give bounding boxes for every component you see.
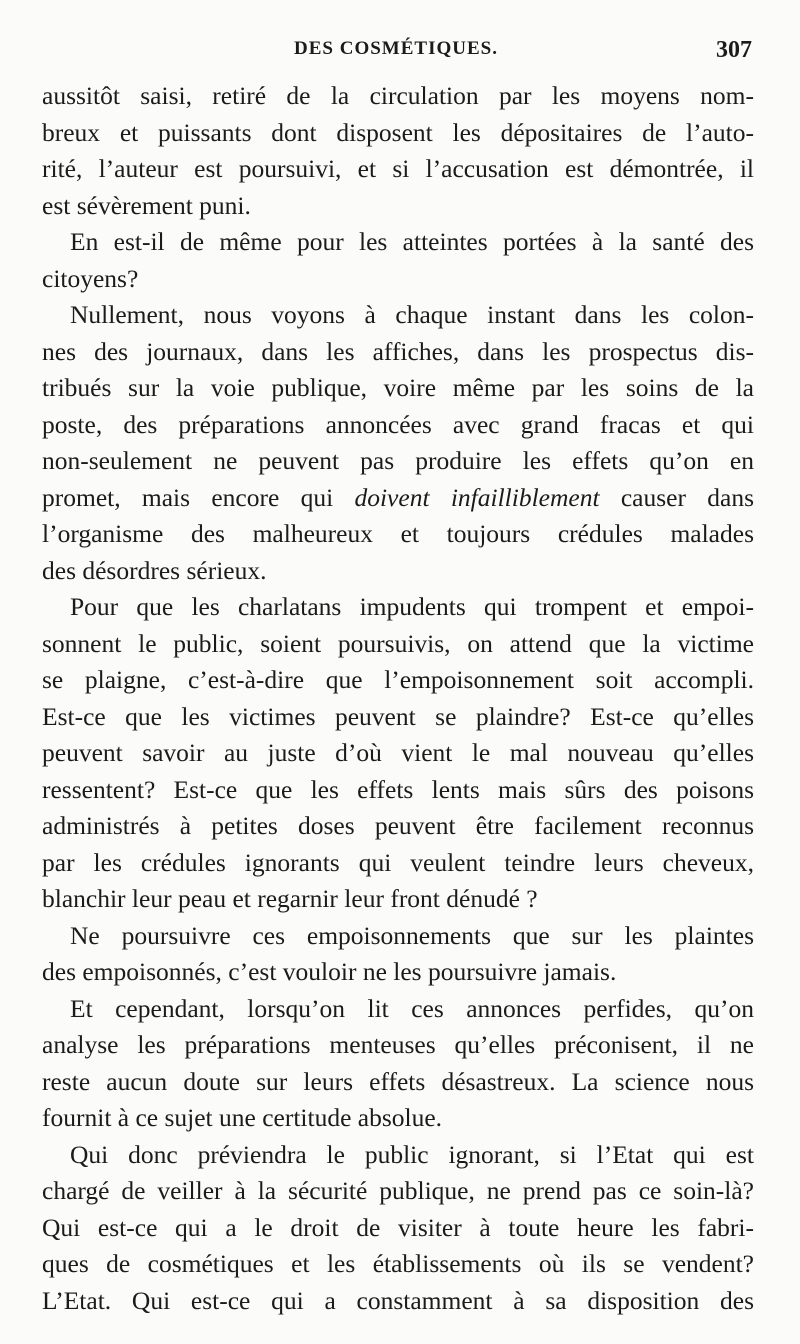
text-line: breux et puissants dont disposent les dépositaires de l’auto- [42,117,754,147]
text-line: Qui donc préviendra le public ignorant, si l’Etat qui est [70,1139,754,1169]
paragraph [42,297,754,589]
paragraph [42,1137,754,1320]
text-line: Est-ce que les victimes peuvent se plaindre? Est-ce qu’elles [42,701,754,731]
text-line: peuvent savoir au juste d’où vient le mal nouveau qu’elles [42,738,754,767]
page-header [40,34,752,68]
text-line: administrés à petites doses peuvent être facilement reconnus [42,811,754,840]
paragraph [42,589,754,918]
text-line: citoyens? [42,263,139,293]
text-line: ressentent? Est-ce que les effets lents mais sûrs des poisons [42,774,754,804]
text-line: nes des journaux, dans les affiches, dans les prospectus dis- [42,336,754,366]
text-line: par les crédules ignorants qui veulent teindre leurs cheveux, [42,847,754,877]
paragraph [42,918,754,991]
text-body [42,78,754,1319]
running-head: DES COSMÉTIQUES. [294,38,498,59]
text-segment: causer dans [599,482,754,512]
text-line: Et cependant, lorsqu’on lit ces annonces perfides, qu’on [70,993,754,1023]
text-line: non-seulement ne peuvent pas produire les effets qu’on en [42,446,754,475]
text-line-with-italic [42,480,754,517]
text-line: est sévèrement puni. [42,190,251,220]
text-segment: promet, mais encore qui [42,482,355,512]
text-line: tribués sur la voie publique, voire même par les soins de la [42,373,754,402]
text-line: Ne poursuivre ces empoisonnements que sur les plaintes [70,920,754,950]
text-line: En est-il de même pour les atteintes portées à la santé des [70,227,754,256]
text-line: Qui est-ce qui a le droit de visiter à toute heure les fabri- [42,1212,754,1242]
text-line: des empoisonnés, c’est vouloir ne les poursuivre jamais. [42,957,617,986]
text-line: aussitôt saisi, retiré de la circulation par les moyens nom- [42,81,754,110]
text-line: Nullement, nous voyons à chaque instant dans les colon- [70,300,754,329]
text-line: analyse les préparations menteuses qu’elles préconisent, il ne [42,1030,754,1059]
text-line: Pour que les charlatans impudents qui trompent et empoi- [70,592,754,621]
text-line: L’Etat. Qui est-ce qui a constamment à sa disposition des [42,1285,754,1315]
text-line: chargé de veiller à la sécurité publique, ne prend pas ce soin-là? [42,1176,754,1205]
paragraph [42,991,754,1137]
text-line: poste, des préparations annoncées avec grand fracas et qui [42,409,754,439]
text-line: fournit à ce sujet une certitude absolue. [42,1103,443,1132]
paragraph [42,78,754,224]
text-line: blanchir leur peau et regarnir leur front dénudé ? [42,884,538,913]
text-line: sonnent le public, soient poursuivis, on attend que la victime [42,628,754,658]
text-line: l’organisme des malheureux et toujours crédules malades [42,519,754,548]
text-line: ques de cosmétiques et les établissements où ils se vendent? [42,1249,754,1278]
text-line: reste aucun doute sur leurs effets désastreux. La science nous [42,1066,754,1096]
text-line: des désordres sérieux. [42,555,267,585]
paragraph [42,224,754,297]
italic-text: doivent infailliblement [354,482,600,512]
page-number: 307 [716,37,752,63]
text-line: rité, l’auteur est poursuivi, et si l’accusation est démontrée, il [42,154,754,183]
text-line: se plaigne, c’est-à-dire que l’empoisonnement soit accompli. [42,665,754,694]
